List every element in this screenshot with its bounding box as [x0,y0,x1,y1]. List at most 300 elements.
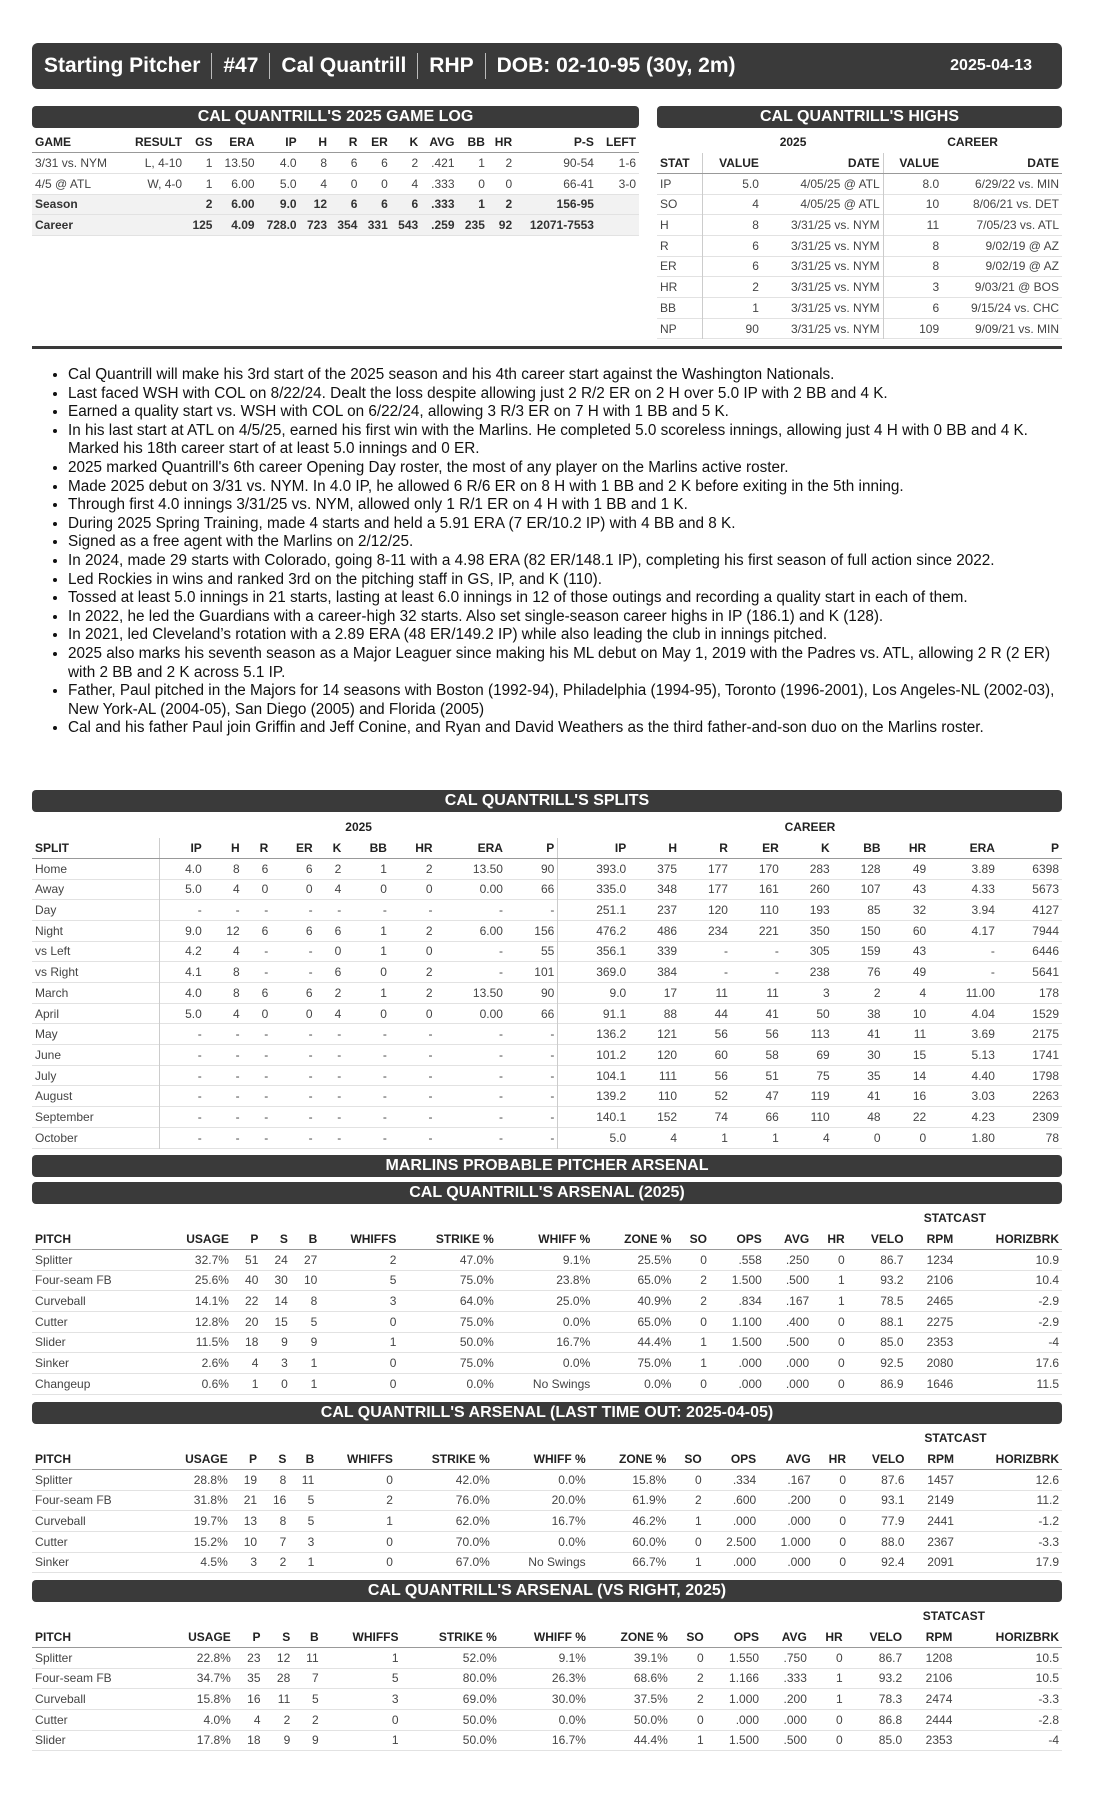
cell-value: 5673 [1032,882,1059,897]
cell-value: - [382,1089,387,1104]
cell-value: 5.0 [558,1127,629,1148]
highs-table [657,132,1062,339]
column-header: ER [731,838,782,859]
column-header: DATE [942,153,1062,174]
row-label: August [35,1089,73,1104]
cell-value: .834 [738,1294,762,1309]
cell-value: 1.80 [971,1130,995,1145]
cell-value: 4.17 [971,923,995,938]
arsenal-2025-title: CAL QUANTRILL'S ARSENAL (2025) [32,1182,1062,1204]
cell-value: .000 [738,1376,762,1391]
cell-value: - [264,1089,269,1104]
column-header: ZONE % [593,1229,674,1250]
cell-value: 51 [245,1252,259,1267]
cell-value: 0 [839,1534,847,1549]
cell-value: 18 [247,1733,261,1748]
cell-value: 6 [703,235,762,256]
cell-value: .167 [785,1294,810,1309]
cell-value: 10.5 [1035,1650,1059,1665]
row-label: Sinker [35,1555,70,1570]
cell-value: 10.5 [1035,1671,1059,1686]
cell-value: - [428,1109,433,1124]
cell-value: 1 [700,1335,707,1350]
cell-value: 69.0% [462,1692,497,1707]
cell-value: 17.8% [196,1733,231,1748]
cell-value: 9.1% [558,1650,586,1665]
cell-value: 85 [867,903,881,918]
cell-value: 6.00 [215,194,257,215]
column-header: K [391,132,421,153]
cell-value: 66.7% [632,1555,667,1570]
highs-title: CAL QUANTRILL'S HIGHS [657,106,1062,128]
cell-value: - [308,1047,313,1062]
cell-value: - [550,1047,555,1062]
cell-value: 0 [694,1534,702,1549]
cell-value: .500 [785,1335,810,1350]
pitch-row [32,1353,1062,1374]
cell-value: .500 [783,1733,807,1748]
cell-value: 17.6 [1035,1356,1059,1371]
column-header: SO [669,1449,704,1470]
cell-value: 237 [657,903,678,918]
cell-value: 235 [458,215,488,236]
cell-value: 3/31/25 vs. NYM [790,300,880,315]
column-header: STRIKE % [402,1627,500,1648]
cell-value: 44.4% [637,1335,672,1350]
cell-value: 159 [860,944,881,959]
cell-value: 60 [714,1047,728,1062]
column-header: H [300,132,330,153]
column-header: HR [812,1229,848,1250]
note-item: • In his last start at ATL on 4/5/25, earned his first win with the Marlins. He completed 5.0 scoreless innings, allowing just 4 H with 0 BB and 4 K. Marked his 18th career start of at least 5.0 innings and 0 ER. [68,422,1058,459]
cell-value: 4 [334,1006,342,1021]
cell-value: - [235,1109,240,1124]
cell-value: .600 [732,1493,757,1508]
column-header: RPM [907,1229,957,1250]
cell-value: 12071-7553 [515,215,597,236]
cell-value: 5641 [1032,965,1059,980]
cell-value: 2 [386,1493,393,1508]
cell-value: 1 [772,1130,779,1145]
split-row [32,941,1062,962]
cell-value: 2 [703,277,762,298]
cell-value: - [498,1068,503,1083]
pitch-row [32,1291,1062,1312]
row-label: NP [660,321,677,336]
cell-value: 1 [205,156,213,171]
cell-value: 13 [243,1514,258,1529]
cell-value: 2474 [925,1692,953,1707]
cell-value: 1.166 [729,1671,760,1686]
cell-value: 38 [867,1006,881,1021]
column-header: RESULT [123,132,185,153]
column-group-header [32,817,159,838]
cell-value: - [337,903,342,918]
cell-value: 0.0% [558,1712,586,1727]
cell-value: - [264,944,269,959]
row-label: vs Right [35,965,79,980]
cell-value: 66 [540,882,555,897]
cell-value [123,194,185,215]
cell-value: 21 [243,1493,258,1508]
cell-value: 1 [205,176,213,191]
cell-value: 2 [873,985,881,1000]
cell-value: 1 [380,985,387,1000]
note-item: • Last faced WSH with COL on 8/22/24. Dealt the loss despite allowing just 2 R/2 ER on 2 H over 5.0 IP with 2 BB and 4 K. [68,385,1058,404]
cell-value: 61.9% [632,1493,667,1508]
cell-value: 2149 [927,1493,954,1508]
cell-value: 8 [232,861,240,876]
column-header: IP [558,838,629,859]
cell-value: 8/06/21 vs. DET [972,197,1059,212]
cell-value: 50.0% [462,1712,497,1727]
cell-value: 9.1% [562,1252,591,1267]
cell-value: -1.2 [1038,1514,1059,1529]
cell-value: 92 [488,215,515,236]
cell-value: - [159,1107,204,1128]
cell-value: 60 [912,923,927,938]
cell-value: 41 [867,1089,881,1104]
cell-value: 19 [243,1472,258,1487]
column-header: STRIKE % [396,1449,493,1470]
pitch-row [32,1552,1062,1573]
column-header: OPS [707,1627,762,1648]
row-label: Curveball [35,1514,86,1529]
pitch-row [32,1531,1062,1552]
cell-value: 3 [307,1534,315,1549]
pitch-row [32,1709,1062,1730]
cell-value: 4 [232,944,240,959]
cell-value: .000 [732,1555,757,1570]
cell-value: 3/31/25 vs. NYM [790,218,880,233]
cell-value: 177 [707,861,728,876]
cell-value: 2 [311,1712,319,1727]
pitch-row [32,1730,1062,1751]
column-header: LEFT [597,132,639,153]
cell-value: 4/05/25 @ ATL [800,197,880,212]
cell-value: 3.03 [971,1089,995,1104]
cell-value: 75 [816,1068,830,1083]
cell-value: 161 [758,882,779,897]
cell-value: 0 [305,882,313,897]
cell-value: 15.8% [196,1692,231,1707]
game-row [32,215,639,236]
cell-value: 2080 [926,1356,954,1371]
cell-value: 5 [307,1514,315,1529]
cell-value: 178 [1038,985,1059,1000]
cell-value: 14 [912,1068,927,1083]
cell-value: 44 [714,1006,728,1021]
gamelog-table [32,132,639,236]
cell-value: 93.2 [880,1273,904,1288]
row-label: IP [660,176,672,191]
cell-value: 107 [860,882,881,897]
cell-value: 101 [534,965,555,980]
split-row [32,1003,1062,1024]
cell-value: 15 [274,1314,288,1329]
cell-value: - [498,1130,503,1145]
cell-value: 25.6% [194,1273,229,1288]
cell-value: 2 [488,194,515,215]
cell-value: 25.5% [637,1252,672,1267]
cell-value: 35 [867,1068,881,1083]
cell-value: .750 [783,1650,807,1665]
cell-value: 8 [279,1472,287,1487]
cell-value: 128 [860,861,881,876]
cell-value: 12 [300,194,330,215]
cell-value: 11 [301,1472,315,1487]
cell-value: .000 [783,1712,807,1727]
cell-value: 6.00 [231,176,255,191]
cell-value: - [337,1109,342,1124]
cell-value: - [428,903,433,918]
cell-value: 2 [700,1273,707,1288]
cell-value: 88 [663,1006,678,1021]
cell-value: 4.0% [203,1712,231,1727]
pitch-row [32,1668,1062,1689]
column-header: B [289,1449,317,1470]
cell-value: 3 [389,1294,397,1309]
cell-value: 16 [912,1089,927,1104]
cell-value: 86.7 [878,1650,903,1665]
column-header: DATE [762,153,883,174]
row-label: Slider [35,1335,66,1350]
cell-value: 9/15/24 vs. CHC [970,300,1059,315]
cell-value: 37.5% [633,1692,668,1707]
cell-value: 6 [330,194,360,215]
column-group-header: 2025 [779,135,807,150]
cell-value: 12.8% [194,1314,229,1329]
pitch-row [32,1249,1062,1270]
cell-value: - [774,944,779,959]
cell-value: 50.0% [462,1733,497,1748]
cell-value: 5 [391,1671,399,1686]
column-header: ER [271,838,315,859]
pitch-row [32,1689,1062,1710]
cell-value: -3.3 [1038,1692,1059,1707]
cell-value: 10 [243,1534,258,1549]
cell-value: 7/05/23 vs. ATL [976,218,1059,233]
cell-value: 0 [386,1555,393,1570]
cell-value: 6 [391,194,421,215]
row-label: Four-seam FB [35,1671,112,1686]
cell-value: - [428,1047,433,1062]
cell-value: 11 [913,1027,927,1042]
cell-value: 4 [334,882,342,897]
cell-value: - [308,1068,313,1083]
column-header: PITCH [32,1627,159,1648]
cell-value: 41 [765,1006,779,1021]
cell-value: 152 [657,1109,678,1124]
column-group-header: STATCAST [923,1211,986,1226]
cell-value: 0 [697,1712,704,1727]
cell-value: 1 [700,1356,707,1371]
cell-value: 17 [663,985,678,1000]
cell-value: 0.0% [562,1314,591,1329]
note-item: • Cal Quantrill will make his 3rd start of the 2025 season and his 4th career start against the Washington Nationals. [68,366,1058,385]
cell-value: 40.9% [637,1294,672,1309]
cell-value: 16.7% [551,1733,586,1748]
cell-value: 5.0 [703,173,762,194]
cell-value: 1 [721,1130,728,1145]
cell-value: 56 [714,1068,728,1083]
cell-value: - [159,1127,204,1148]
arsenal-section-title: MARLINS PROBABLE PITCHER ARSENAL [32,1155,1062,1177]
cell-value: 375 [657,861,678,876]
cell-value: 0 [389,1356,397,1371]
cell-value: 170 [758,861,779,876]
cell-value: 104.1 [558,1065,629,1086]
cell-value: 0 [380,1006,387,1021]
cell-value: - [723,965,728,980]
cell-value: 486 [657,923,678,938]
column-header: P-S [515,132,597,153]
cell-value: 11.5 [1036,1376,1059,1391]
cell-value: - [382,1027,387,1042]
cell-value: 2 [389,1252,397,1267]
cell-value: 2106 [925,1671,953,1686]
cell-value: 10.9 [1035,1252,1059,1267]
cell-value: .167 [787,1472,811,1487]
cell-value: 4/05/25 @ ATL [800,176,880,191]
cell-value: 2 [425,965,433,980]
cell-value: 2 [279,1555,287,1570]
cell-value: 125 [185,215,215,236]
pitch-row [32,1511,1062,1532]
highs-row [657,194,1062,215]
cell-value: 39.1% [633,1650,668,1665]
column-header: S [261,1229,290,1250]
cell-value: 0 [836,1650,843,1665]
column-header: WHIFFS [320,1229,399,1250]
cell-value: 4.5% [200,1555,228,1570]
cell-value: 331 [360,215,390,236]
cell-value: - [235,903,240,918]
column-header: AVG [765,1229,812,1250]
column-header: H [205,838,243,859]
cell-value: - [990,944,995,959]
pitch-row [32,1469,1062,1490]
cell-value: 136.2 [558,1024,629,1045]
row-label: Cutter [35,1712,68,1727]
column-header: ERA [436,838,506,859]
arsenal-last-table [32,1428,1062,1573]
cell-value: 2 [334,861,342,876]
cell-value [597,215,639,236]
column-header: SO [674,1229,710,1250]
cell-value: 69 [816,1047,830,1062]
splits-table [32,817,1062,1149]
cell-value: 9 [281,1335,288,1350]
column-header: P [231,1449,260,1470]
notes-list [68,366,1058,738]
cell-value: 5 [311,1692,319,1707]
cell-value: - [264,1130,269,1145]
column-header: ZONE % [589,1449,670,1470]
cell-value: 1 [694,1514,702,1529]
cell-value: 3/31/25 vs. NYM [790,259,880,274]
cell-value: .200 [783,1692,807,1707]
cell-value: 60.0% [632,1534,667,1549]
cell-value: 1 [310,1356,318,1371]
row-label: Splitter [35,1650,73,1665]
cell-value: - [498,903,503,918]
cell-value: 3 [281,1356,288,1371]
cell-value: - [337,1130,342,1145]
cell-value: 6446 [1032,944,1059,959]
cell-value: 1 [458,194,488,215]
highs-row [657,215,1062,236]
cell-value: 0 [694,1472,702,1487]
cell-value: 15 [912,1047,927,1062]
cell-value: 111 [658,1068,678,1083]
cell-value: 0 [700,1376,707,1391]
cell-value: 2 [411,156,419,171]
cell-value [597,194,639,215]
note-item: • 2025 marked Quantrill's 6th career Opening Day roster, the most of any player on the Marlins active roster. [68,459,1058,478]
column-header: USAGE [158,1229,232,1250]
cell-value: 85.0 [878,1733,903,1748]
cell-value: 0 [838,1314,845,1329]
cell-value: - [428,1130,433,1145]
cell-value: - [550,1130,555,1145]
column-header: HR [488,132,515,153]
cell-value: 0 [334,944,342,959]
cell-value: 11.2 [1036,1493,1059,1508]
cell-value: 43 [912,882,927,897]
cell-value: 2 [334,985,342,1000]
cell-value: 1646 [926,1376,954,1391]
cell-value: 13.50 [472,985,503,1000]
column-header: RPM [905,1627,955,1648]
cell-value: No Swings [532,1376,591,1391]
cell-value: 52 [714,1089,728,1104]
player-name: Cal Quantrill [281,54,407,77]
cell-value: 7 [311,1671,319,1686]
cell-value: 0 [281,1376,288,1391]
cell-value: 11 [715,985,728,1000]
cell-value: 65.0% [637,1273,672,1288]
cell-value: 76.0% [455,1493,490,1508]
note-item: • Through first 4.0 innings 3/31/25 vs. NYM, allowed only 1 R/1 ER on 4 H with 1 BB and 1 K. [68,496,1058,515]
cell-value: 23 [247,1650,261,1665]
cell-value: 2367 [927,1534,954,1549]
cell-value: -2.8 [1038,1712,1059,1727]
cell-value: .334 [732,1472,757,1487]
cell-value: 1.100 [731,1314,762,1329]
cell-value: - [159,1065,204,1086]
cell-value: 4.09 [215,215,257,236]
column-header: OPS [710,1229,765,1250]
cell-value: -2.9 [1038,1314,1059,1329]
cell-value: 1 [391,1650,399,1665]
cell-value: 14 [274,1294,288,1309]
cell-value: 62.0% [455,1514,490,1529]
cell-value: W, 4-0 [147,176,183,191]
cell-value: 0 [839,1472,847,1487]
pitch-row [32,1647,1062,1668]
column-header: R [243,838,272,859]
cell-value: 0.0% [558,1472,586,1487]
split-row [32,962,1062,983]
cell-value: 14.1% [194,1294,229,1309]
cell-value: 49 [912,861,927,876]
cell-value: .333 [431,176,455,191]
cell-value: 1 [694,1555,702,1570]
row-label: Sinker [35,1356,70,1371]
cell-value: 86.7 [880,1252,904,1267]
cell-value: 0.0% [466,1376,494,1391]
